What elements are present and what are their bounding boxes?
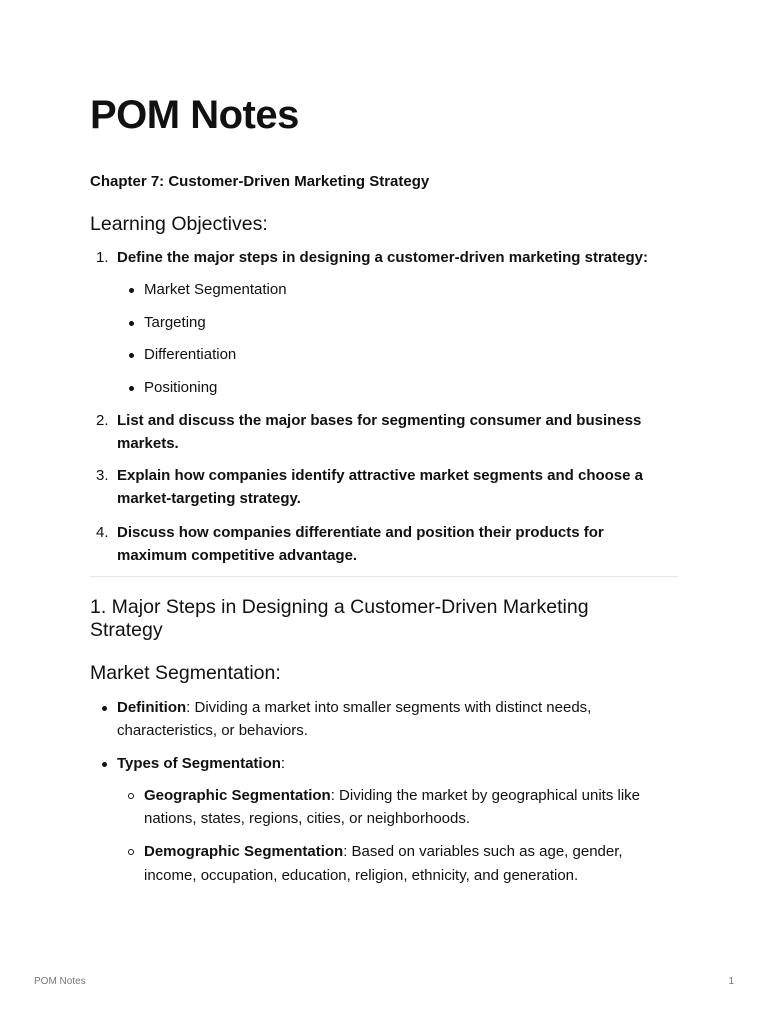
- bullet-circle: [128, 793, 134, 799]
- geographic-line2: nations, states, regions, cities, or neighborhoods.: [144, 810, 471, 827]
- objective-2-text-line1: List and discuss the major bases for segmenting consumer and business: [117, 412, 642, 429]
- section-1-heading-line2: Strategy: [90, 619, 163, 641]
- footer-document-name: POM Notes: [34, 976, 86, 987]
- section-1-heading: [90, 596, 650, 642]
- bullet-dot: [102, 706, 107, 711]
- types-suffix: :: [280, 755, 286, 772]
- objective-4-text-line2: maximum competitive advantage.: [117, 547, 358, 564]
- subitem-targeting: Targeting: [144, 314, 206, 331]
- definition-text: : Dividing a market into smaller segments with distinct needs,: [186, 699, 592, 716]
- footer-page-number: 1: [728, 976, 734, 987]
- objective-3-text-line1: Explain how companies identify attractive market segments and choose a: [117, 467, 643, 484]
- bullet-dot: [129, 386, 134, 391]
- definition-line1: [117, 698, 591, 718]
- section-1-heading-line1: 1. Major Steps in Designing a Customer-Driven Marketing: [90, 596, 589, 618]
- demographic-line1: [144, 842, 623, 862]
- demographic-line2: income, occupation, education, religion, ethnicity, and generation.: [144, 867, 579, 884]
- bullet-dot: [129, 288, 134, 293]
- bullet-dot: [129, 321, 134, 326]
- types-line: [117, 754, 285, 774]
- subitem-positioning: Positioning: [144, 379, 218, 396]
- objective-1-number: 1.: [96, 249, 109, 266]
- chapter-title: Chapter 7: Customer-Driven Marketing Strategy: [90, 173, 430, 190]
- objective-3-text-line2: market-targeting strategy.: [117, 490, 301, 507]
- document-title: POM Notes: [90, 93, 299, 137]
- geographic-label: Geographic Segmentation: [144, 787, 331, 804]
- objective-4-text-line1: Discuss how companies differentiate and position their products for: [117, 524, 604, 541]
- objective-2-number: 2.: [96, 412, 109, 429]
- geographic-text: : Dividing the market by geographical units like: [330, 787, 641, 804]
- bullet-circle: [128, 849, 134, 855]
- bullet-dot: [102, 762, 107, 767]
- demographic-text: : Based on variables such as age, gender,: [343, 843, 623, 860]
- section-divider: [90, 576, 678, 577]
- subitem-differentiation: Differentiation: [144, 346, 237, 363]
- geographic-line1: [144, 786, 640, 806]
- market-segmentation-heading: Market Segmentation:: [90, 662, 281, 684]
- objective-2-text-line2: markets.: [117, 435, 179, 452]
- objective-1-text: Define the major steps in designing a customer-driven marketing strategy:: [117, 249, 648, 266]
- subitem-market-segmentation: Market Segmentation: [144, 281, 287, 298]
- types-label: Types of Segmentation: [117, 755, 281, 772]
- objective-3-number: 3.: [96, 467, 109, 484]
- bullet-dot: [129, 353, 134, 358]
- definition-label: Definition: [117, 699, 187, 716]
- definition-line2: characteristics, or behaviors.: [117, 722, 308, 739]
- learning-objectives-heading: Learning Objectives:: [90, 213, 268, 235]
- demographic-label: Demographic Segmentation: [144, 843, 344, 860]
- objective-4-number: 4.: [96, 524, 109, 541]
